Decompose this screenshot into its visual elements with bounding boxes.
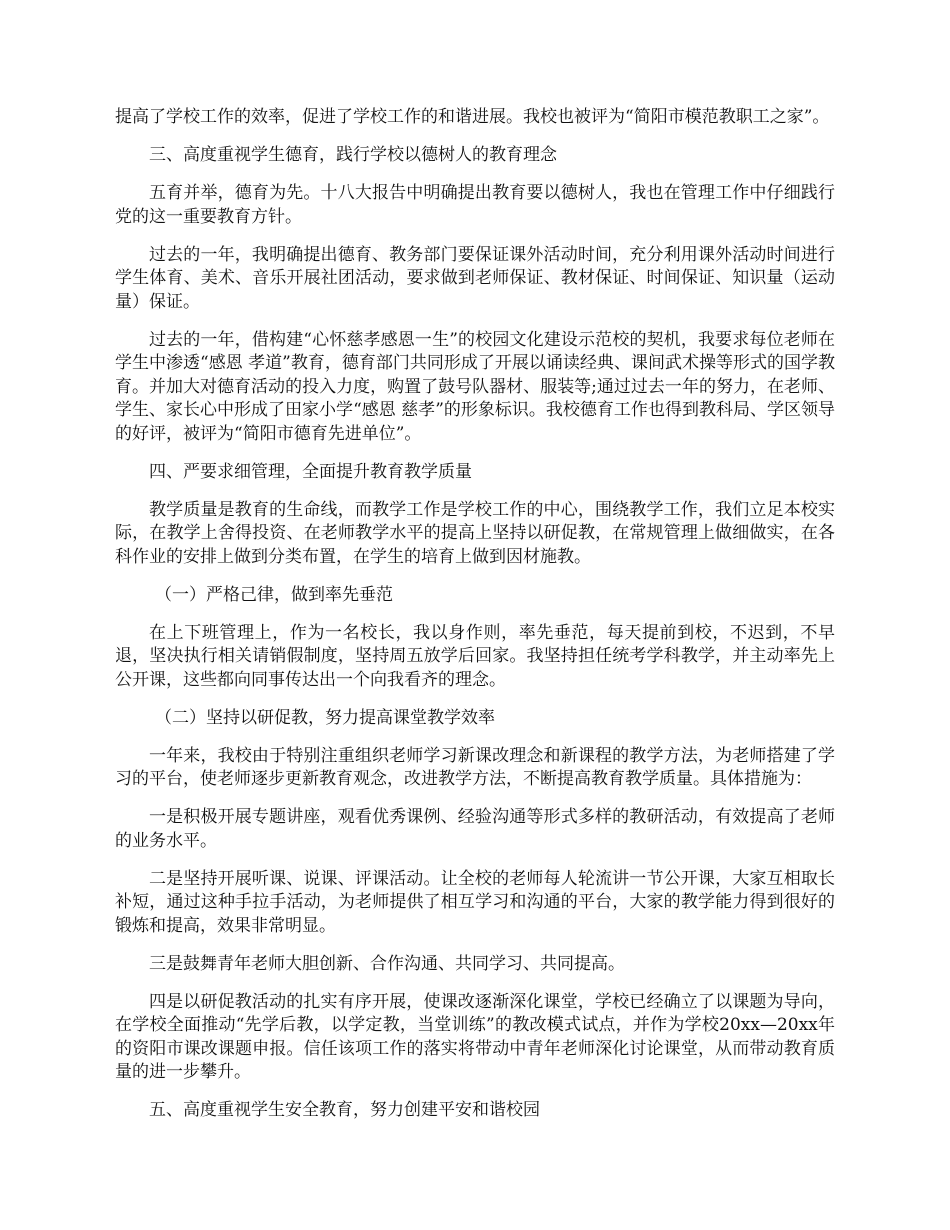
section-heading-3: 三、高度重视学生德育，践行学校以德树人的教育理念 — [149, 145, 557, 165]
paragraph-9: 二是坚持开展听课、说课、评课活动。让全校的老师每人轮流讲一节公开课，大家互相取长补短，通过这种手拉手活动，为老师提供了相互学习和沟通的平台，大家的教学能力得到很好的锻炼和提高，效果非常明显。 — [115, 868, 835, 936]
paragraph-10: 三是鼓舞青年老师大胆创新、合作沟通、共同学习、共同提高。 — [149, 953, 625, 974]
paragraph-6: 在上下班管理上，作为一名校长，我以身作则，率先垂范，每天提前到校，不迟到，不早退，坚决执行相关请销假制度，坚持周五放学后回家。我坚持担任统考学科教学，并主动率先上公开课，这些都向同事传达出一个向我看齐的理念。 — [115, 622, 835, 690]
section-heading-5: 五、高度重视学生安全教育，努力创建平安和谐校园 — [149, 1100, 540, 1120]
paragraph-8: 一是积极开展专题讲座，观看优秀课例、经验沟通等形式多样的教研活动，有效提高了老师的业务水平。 — [115, 807, 835, 851]
paragraph-1: 提高了学校工作的效率，促进了学校工作的和谐进展。我校也被评为“简阳市模范教职工之家”。 — [115, 107, 830, 127]
paragraph-7: 一年来，我校由于特别注重组织老师学习新课改理念和新课程的教学方法，为老师搭建了学习的平台，使老师逐步更新教育观念，改进教学方法，不断提高教育教学质量。具体措施为： — [115, 745, 835, 789]
subsection-heading-1: （一）严格己律，做到率先垂范 — [155, 584, 393, 605]
paragraph-5: 教学质量是教育的生命线，而教学工作是学校工作的中心，围绕教学工作，我们立足本校实际，在教学上舍得投资、在老师教学水平的提高上坚持以研促教，在常规管理上做细做实，在各科作业的安排上做到分类布置，在学生的培育上做到因材施教。 — [115, 499, 835, 567]
subsection-heading-2: （二）坚持以研促教，努力提高课堂教学效率 — [155, 707, 495, 728]
paragraph-3: 过去的一年，我明确提出德育、教务部门要保证课外活动时间，充分利用课外活动时间进行学生体育、美术、音乐开展社团活动，要求做到老师保证、教材保证、时间保证、知识量（运动量）保证。 — [115, 244, 835, 312]
paragraph-11: 四是以研促教活动的扎实有序开展，使课改逐渐深化课堂，学校已经确立了以课题为导向，在学校全面推动“先学后教，以学定教，当堂训练”的教改模式试点，并作为学校20xx—20xx年的资阳市课改课题申报。信任该项工作的落实将带动中青年老师深化讨论课堂，从而带动教育质量的进一步攀升。 — [115, 991, 835, 1082]
section-heading-4: 四、严要求细管理，全面提升教育教学质量 — [149, 461, 472, 482]
document-page — [115, 106, 835, 1137]
paragraph-2: 五育并举，德育为先。十八大报告中明确提出教育要以德树人，我也在管理工作中仔细践行党的这一重要教育方针。 — [115, 183, 835, 227]
paragraph-4: 过去的一年，借构建“心怀慈孝感恩一生”的校园文化建设示范校的契机，我要求每位老师在学生中渗透“感恩 孝道”教育，德育部门共同形成了开展以诵读经典、课间武术操等形式的国学教育。并加大对德育活动的投入力度，购置了鼓号队器材、服装等;通过过去一年的努力，在老师、学生、家长心中形成了田家小学“感恩 慈孝”的形象标识。我校德育工作也得到教科局、学区领导的好评，被评为“简阳市德育先进单位”。 — [115, 329, 835, 444]
